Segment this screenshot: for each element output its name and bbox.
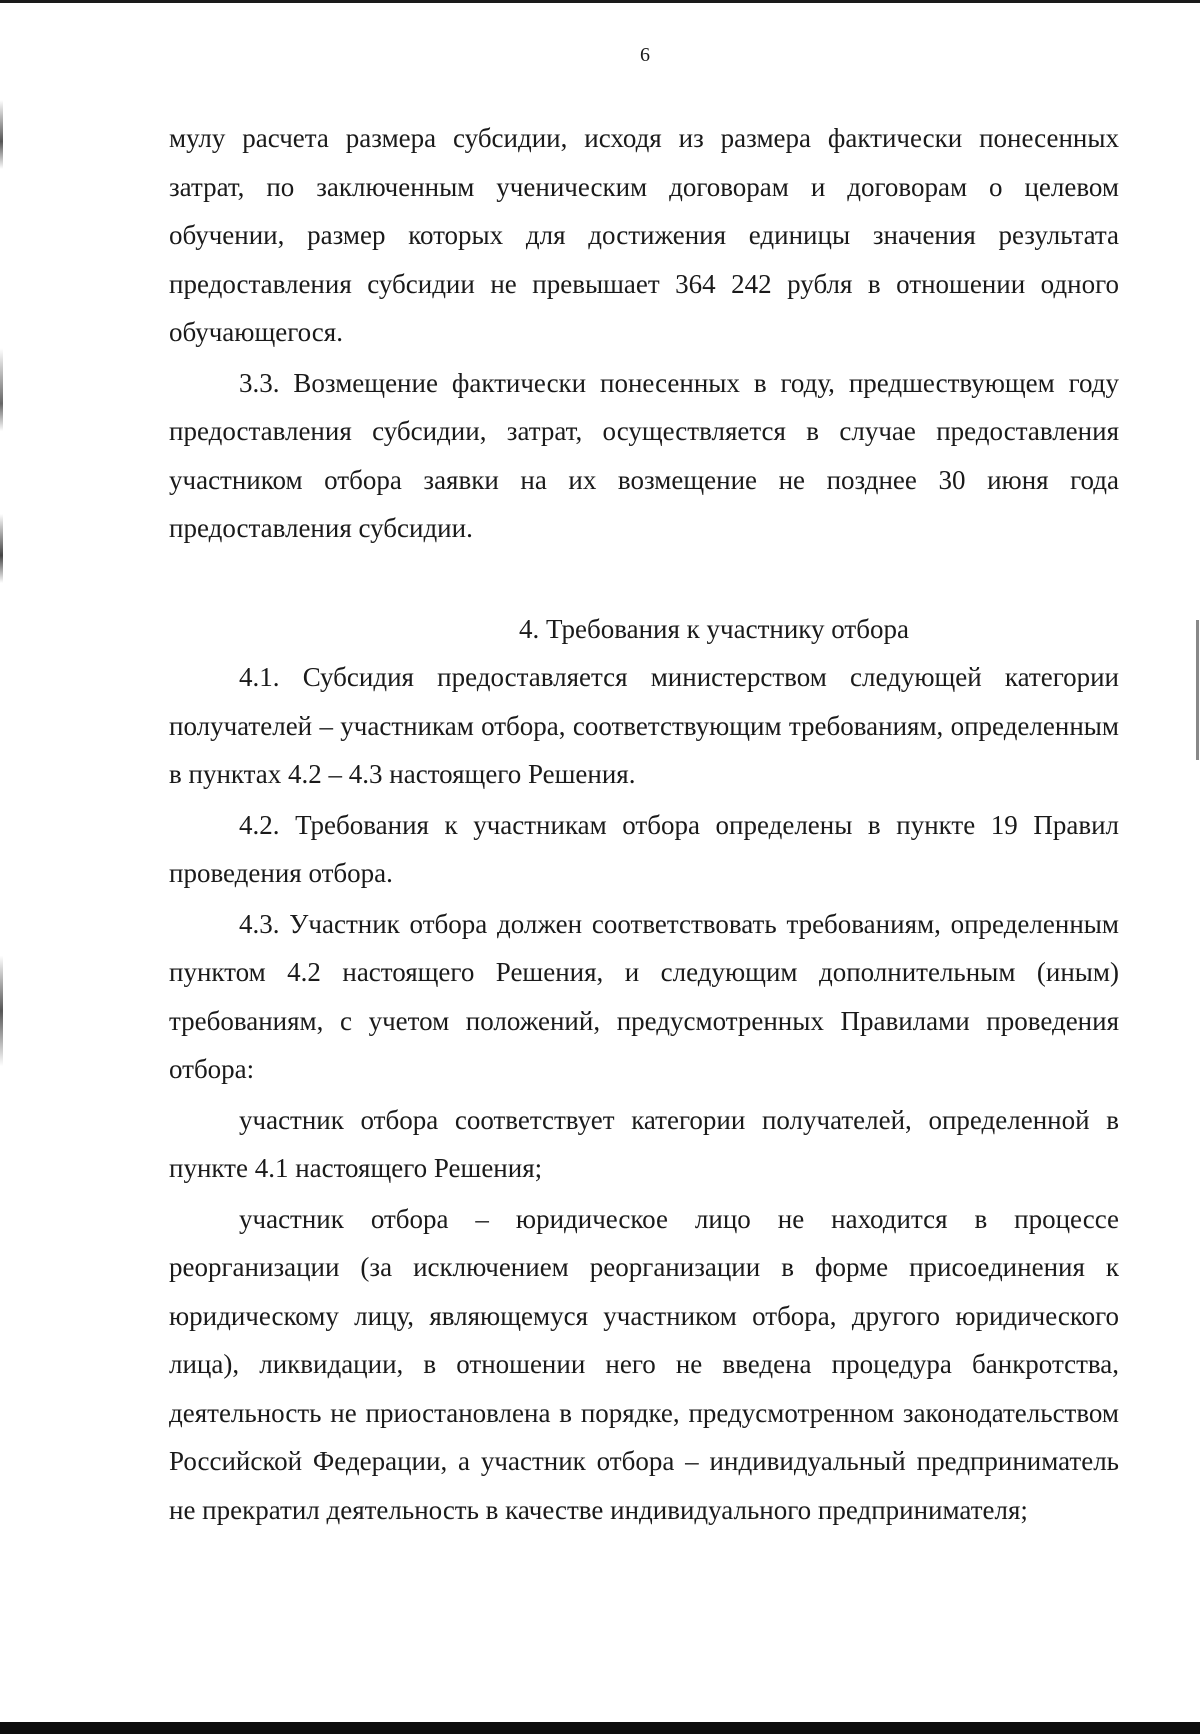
paragraph-4-2: 4.2. Требования к участникам отбора определены в пункте 19 Правил проведения отбора. <box>169 809 1119 888</box>
paragraph-4-3: 4.3. Участник отбора должен соответствовать требованиям, определенным пунктом 4.2 настоящего Решения, и следующим дополнительным (иным) требованиям, с учетом положений, предусмотренных Правилами проведения отбора: <box>169 908 1119 1084</box>
requirement-item-legal-status: участник отбора – юридическое лицо не находится в процессе реорганизации (за исключением реорганизации в форме присоединения к юридическому лицу, являющемуся участником отбора, другого юридического лица), ликвидации, в отношении него не введена процедура банкротства, деятельность не приостановлена в порядке, предусмотренном законодательством Российской Федерации, а участник отбора – индивидуальный предприниматель не прекратил деятельность в качестве индивидуального предпринимателя; <box>169 1203 1119 1525</box>
scan-left-edge <box>0 100 3 1480</box>
page-number: 6 <box>640 44 650 66</box>
scan-bottom-edge <box>0 1722 1200 1734</box>
paragraph-formula-continuation: мулу расчета размера субсидии, исходя из размера фактически понесенных затрат, по заключенным ученическим договорам и договорам о целевом обучении, размер которых для достижения единицы значения результата предоставления субсидии не превышает 364 242 рубля в отношении одного обучающегося. <box>169 123 1119 347</box>
paragraph-4-1: 4.1. Субсидия предоставляется министерством следующей категории получателей – участникам отбора, соответствующим требованиям, определенным в пунктах 4.2 – 4.3 настоящего Решения. <box>169 662 1119 789</box>
paragraph-3-3: 3.3. Возмещение фактически понесенных в году, предшествующем году предоставления субсидии, затрат, осуществляется в случае предоставления участником отбора заявки на их возмещение не позднее 30 июня года предоставления субсидии. <box>169 367 1119 543</box>
scan-top-edge <box>0 0 1200 3</box>
scan-right-edge <box>1196 620 1199 760</box>
section-4-heading: 4. Требования к участнику отбора <box>519 613 909 644</box>
document-body <box>169 114 1119 1536</box>
requirement-item-category: участник отбора соответствует категории получателей, определенной в пункте 4.1 настоящего Решения; <box>169 1104 1119 1183</box>
